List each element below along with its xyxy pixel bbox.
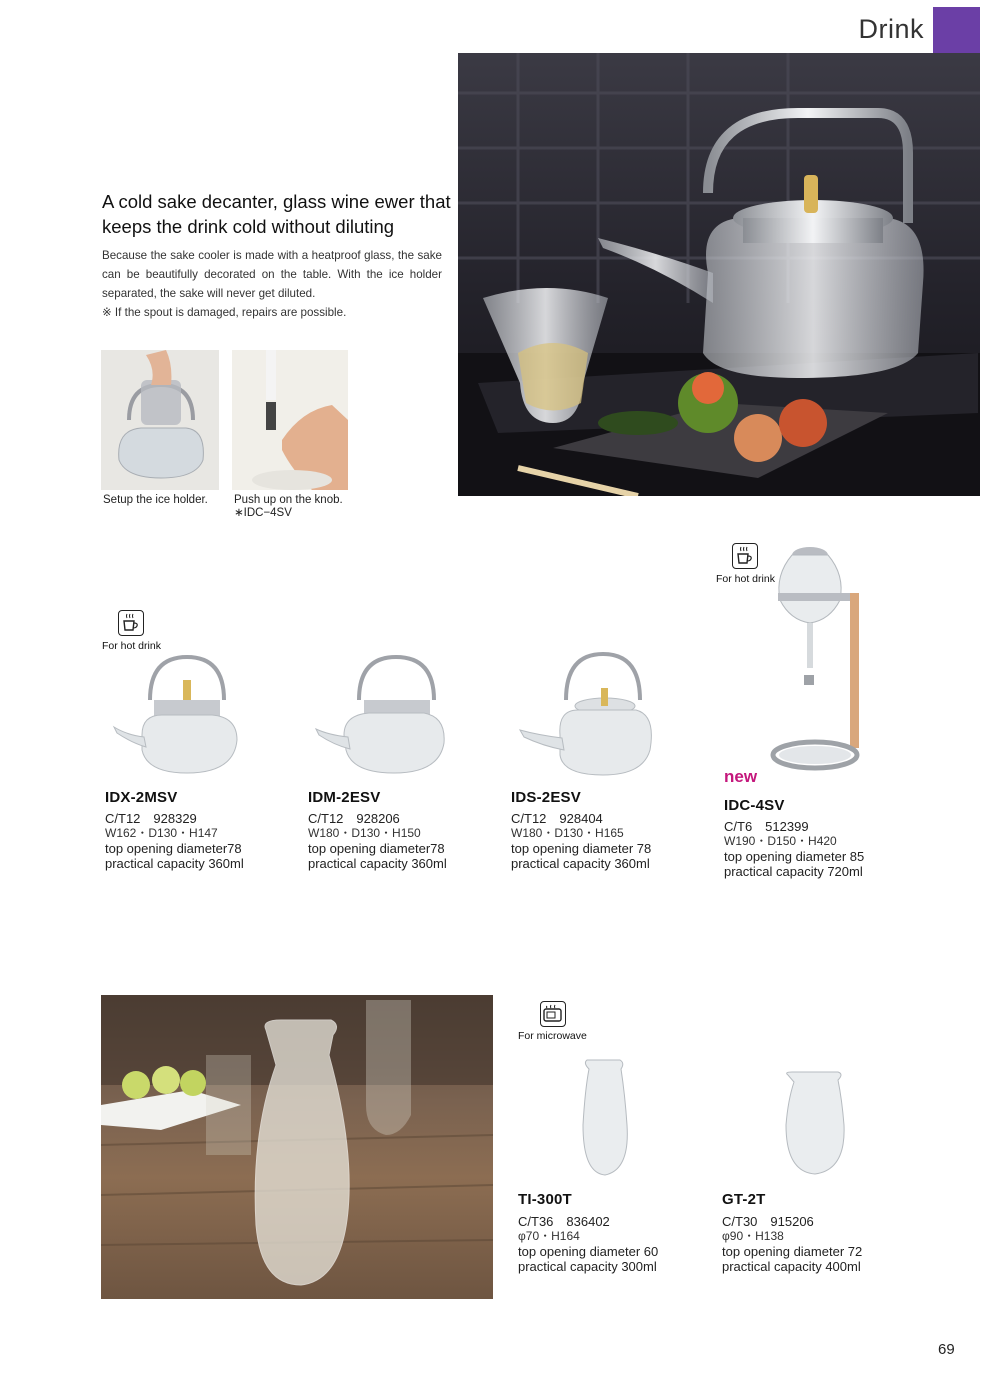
product-ct: C/T36 836402 <box>518 1214 610 1229</box>
product-model: IDS-2ESV <box>511 789 581 806</box>
knob-illustration <box>232 350 348 490</box>
product-model: IDX-2MSV <box>105 789 178 806</box>
product-capacity: practical capacity 360ml <box>308 856 447 871</box>
product-model: IDM-2ESV <box>308 789 381 806</box>
product-specs <box>518 1214 658 1274</box>
product-ct: C/T6 512399 <box>724 819 809 834</box>
product-dims: φ70・H164 <box>518 1229 580 1243</box>
product-specs <box>722 1214 862 1274</box>
idc-4sv-image <box>770 545 865 780</box>
product-dims: W180・D130・H150 <box>308 826 421 840</box>
intro-headline <box>102 189 462 239</box>
product-capacity: practical capacity 360ml <box>105 856 244 871</box>
headline-line-2: keeps the drink cold without diluting <box>102 216 395 237</box>
repair-note: ※ If the spout is damaged, repairs are possible. <box>102 306 347 319</box>
hot-drink-label: For hot drink <box>102 640 161 652</box>
product-opening: top opening diameter 78 <box>511 841 652 856</box>
hot-drink-label: For hot drink <box>716 573 775 585</box>
intro-paragraph: Because the sake cooler is made with a heatproof glass, the sake can be beautifully decorated on the table. With the ice holder separated, the sake will never get diluted. <box>102 249 442 300</box>
product-dims: W162・D130・H147 <box>105 826 218 840</box>
product-model: IDC-4SV <box>724 797 785 814</box>
section-color-tab <box>933 7 980 53</box>
intro-body <box>102 246 442 322</box>
product-specs <box>308 811 447 871</box>
ids-2esv-image <box>518 650 658 780</box>
ti-300t-image <box>575 1055 635 1180</box>
section-title: Drink <box>858 14 924 44</box>
knob-photo <box>232 350 348 490</box>
product-specs <box>724 819 864 879</box>
new-tag: new <box>724 767 758 786</box>
microwave-label: For microwave <box>518 1030 587 1042</box>
idm-2esv-image <box>314 655 449 780</box>
product-opening: top opening diameter 72 <box>722 1244 863 1259</box>
product-capacity: practical capacity 400ml <box>722 1259 861 1274</box>
gt-2t-image <box>780 1070 850 1180</box>
carafe-photo-illustration <box>101 995 493 1299</box>
product-ct: C/T30 915206 <box>722 1214 814 1229</box>
ice-holder-photo <box>101 350 219 490</box>
ice-holder-illustration <box>101 350 219 490</box>
hot-drink-icon <box>118 610 144 636</box>
caption-2-line-1: Push up on the knob. <box>234 494 343 506</box>
product-ct: C/T12 928404 <box>511 811 603 826</box>
photo-caption-1: Setup the ice holder. <box>103 494 208 506</box>
product-model: TI-300T <box>518 1191 572 1208</box>
product-capacity: practical capacity 360ml <box>511 856 650 871</box>
carafe-photo <box>101 995 493 1299</box>
page-number: 69 <box>938 1341 955 1358</box>
idx-2msv-image <box>112 655 242 780</box>
product-dims: φ90・H138 <box>722 1229 784 1243</box>
microwave-icon <box>540 1001 566 1027</box>
product-specs <box>511 811 651 871</box>
photo-caption-2 <box>234 494 343 520</box>
product-capacity: practical capacity 300ml <box>518 1259 657 1274</box>
product-opening: top opening diameter 60 <box>518 1244 659 1259</box>
headline-line-1: A cold sake decanter, glass wine ewer that <box>102 191 451 212</box>
product-ct: C/T12 928206 <box>308 811 400 826</box>
product-opening: top opening diameter78 <box>105 841 242 856</box>
caption-2-line-2: ∗IDC−4SV <box>234 507 292 519</box>
product-opening: top opening diameter 85 <box>724 849 865 864</box>
sake-decanter-hero-illustration <box>458 53 980 496</box>
product-dims: W190・D150・H420 <box>724 834 837 848</box>
hero-photo <box>458 53 980 496</box>
product-capacity: practical capacity 720ml <box>724 864 863 879</box>
product-opening: top opening diameter78 <box>308 841 445 856</box>
hot-drink-icon <box>732 543 758 569</box>
product-ct: C/T12 928329 <box>105 811 197 826</box>
product-dims: W180・D130・H165 <box>511 826 624 840</box>
product-specs <box>105 811 244 871</box>
product-model: GT-2T <box>722 1191 766 1208</box>
